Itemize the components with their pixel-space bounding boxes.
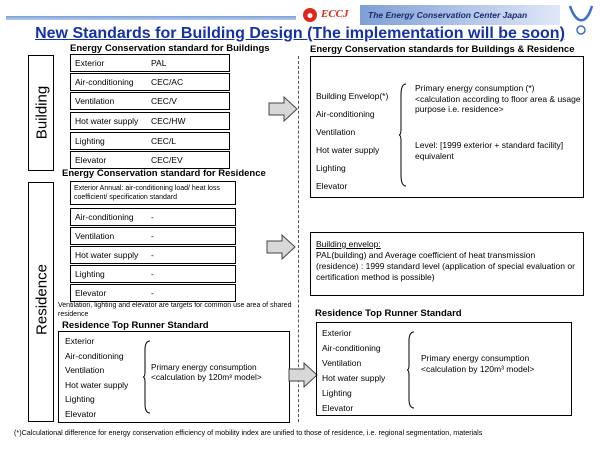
arrow-right-icon <box>266 234 296 260</box>
list-item: Elevator <box>316 181 348 191</box>
building-row: Air-conditioning CEC/AC <box>70 73 230 91</box>
list-item: Ventilation <box>65 365 105 375</box>
left-top-runner-desc: Primary energy consumption <calculation by 120m³ model> <box>151 362 262 382</box>
list-item: Lighting <box>322 388 352 398</box>
residence-label: Residence <box>33 264 51 335</box>
page-title: New Standards for Building Design (The implementation will be soon) <box>35 25 565 42</box>
logo-text: ECCJ <box>321 8 349 20</box>
list-item: Hot water supply <box>65 379 129 390</box>
list-item: Air-conditioning <box>65 350 124 361</box>
decorative-swoosh-icon <box>566 4 596 38</box>
arrow-right-icon <box>268 96 298 122</box>
list-item: Exterior <box>322 328 352 338</box>
residence-side-box <box>28 182 54 422</box>
right-top-runner-heading: Residence Top Runner Standard <box>315 308 462 319</box>
envelop-heading: Building envelop: <box>316 239 381 249</box>
residence-note: Ventilation, lighting and elevator are targets for common use area of shared residence <box>58 302 292 318</box>
list-item: Air-conditioning <box>322 343 381 353</box>
envelop-desc: PAL(building) and Average coefficient of heat transmission (residence) : 1999 standard level (application of special evaluation or certification method is possible) <box>316 250 575 282</box>
header-rule <box>6 16 296 20</box>
residence-row: Elevator - <box>70 284 236 302</box>
list-item: Building Envelop(*) <box>316 91 389 101</box>
list-item: Ventilation <box>322 358 362 368</box>
residence-row: Hot water supply - <box>70 246 236 264</box>
residence-row: Lighting - <box>70 265 236 283</box>
footnote: (*)Calculational difference for energy conservation efficiency of mobility index are unified to those of residence, i.e. regional segmentation, materials <box>14 428 483 437</box>
residence-exterior-cell: Exterior Annual: air-conditioning load/ heat loss coefficient/ specification standard <box>70 181 236 205</box>
list-item: Lighting <box>316 163 346 173</box>
right-building-box <box>310 56 584 198</box>
building-label: Building <box>33 85 51 140</box>
building-row: Elevator CEC/EV <box>70 151 230 169</box>
header-banner: The Energy Conservation Center Japan <box>360 5 560 25</box>
list-item: Ventilation <box>316 127 356 137</box>
building-side-box <box>28 55 54 171</box>
brace-icon <box>143 340 151 414</box>
right-heading: Energy Conservation standards for Buildings & Residence <box>310 44 575 55</box>
residence-heading: Energy Conservation standard for Residence <box>62 168 266 179</box>
building-row: Hot water supply CEC/HW <box>70 112 230 130</box>
primary-desc: Primary energy consumption (*) <calculation according to floor area & usage purpose i.e. residence> <box>415 83 581 114</box>
list-item: Elevator <box>322 403 354 413</box>
list-item: Lighting <box>65 394 95 404</box>
level-desc: Level: [1999 exterior + standard facility] equivalent <box>415 140 564 161</box>
list-item: Hot water supply <box>316 145 380 155</box>
buildings-heading: Energy Conservation standard for Buildings <box>70 43 270 54</box>
right-top-runner-box <box>316 322 572 416</box>
left-top-runner-heading: Residence Top Runner Standard <box>62 320 209 331</box>
brace-icon <box>407 331 415 409</box>
residence-row: Air-conditioning - <box>70 208 236 226</box>
eccj-logo-icon <box>303 8 317 22</box>
brace-icon <box>399 83 407 187</box>
building-row: Lighting CEC/L <box>70 132 230 150</box>
left-top-runner-box <box>58 331 290 423</box>
list-item: Exterior <box>65 336 95 346</box>
envelop-box <box>310 232 584 296</box>
building-row: Exterior PAL <box>70 54 230 72</box>
list-item: Elevator <box>65 408 97 419</box>
list-item: Air-conditioning <box>316 109 375 119</box>
right-top-runner-desc: Primary energy consumption <calculation by 120m³ model> <box>421 353 535 374</box>
right-building-list <box>316 87 406 195</box>
building-row: Ventilation CEC/V <box>70 92 230 110</box>
list-item: Hot water supply <box>322 373 386 383</box>
arrow-right-icon <box>288 362 318 388</box>
residence-row: Ventilation - <box>70 227 236 245</box>
